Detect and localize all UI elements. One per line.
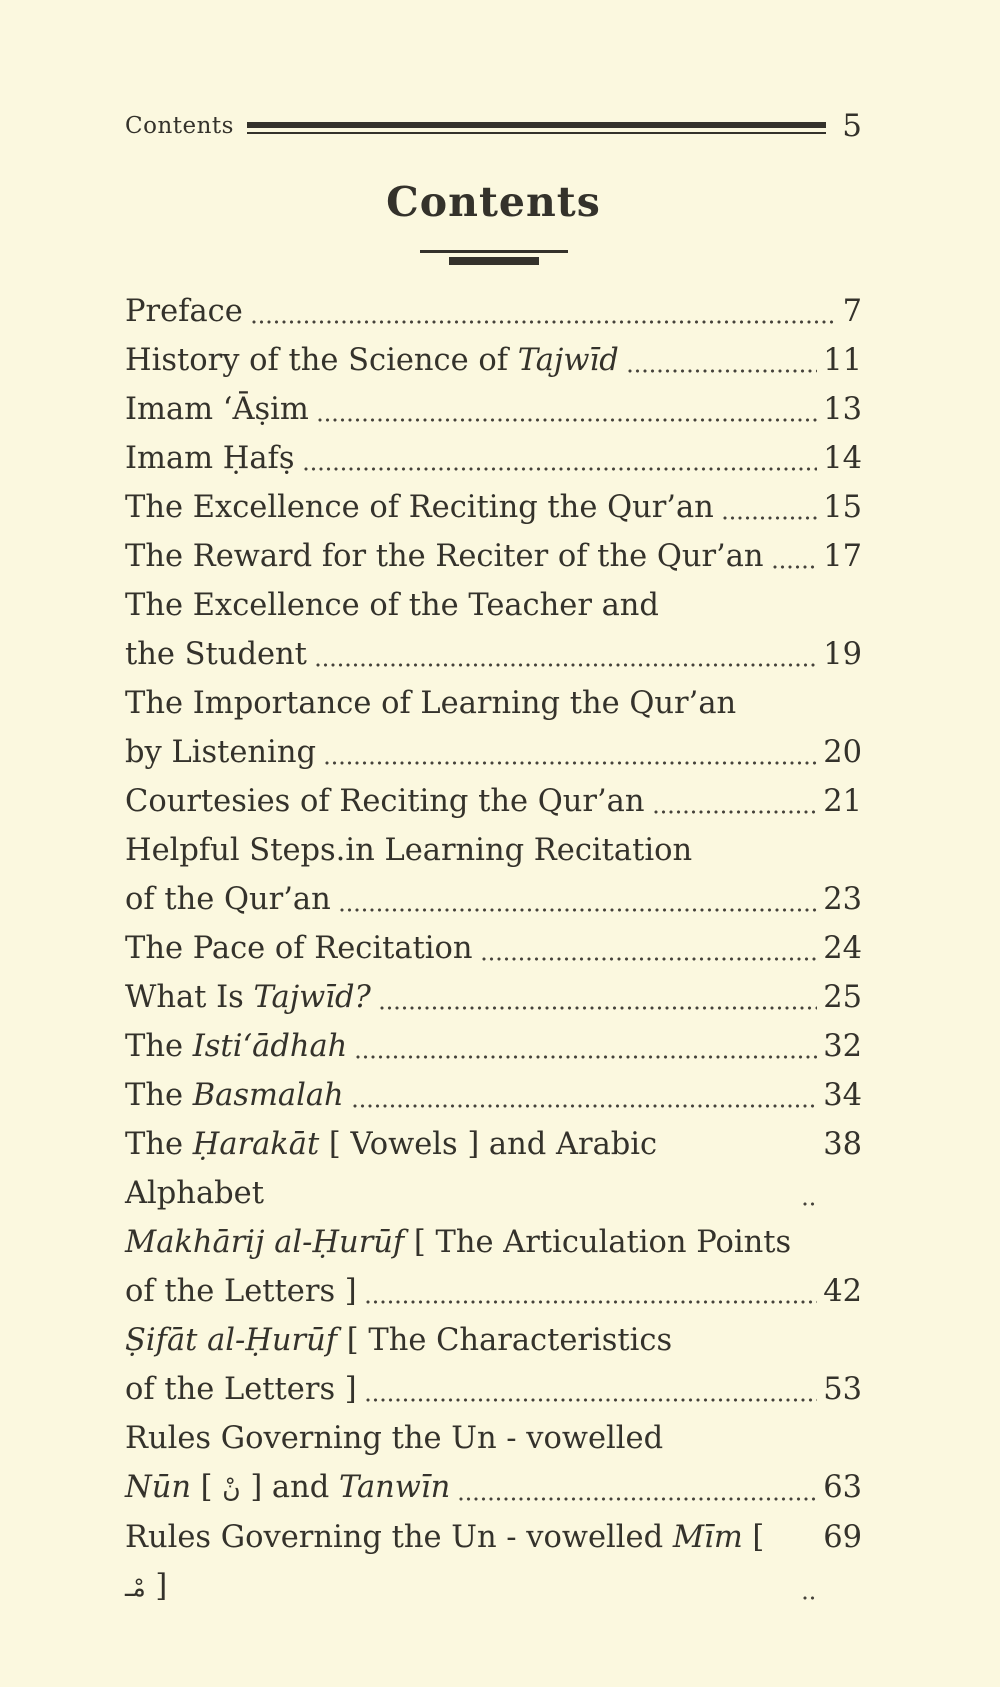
- toc-page-number: 24: [823, 931, 862, 966]
- toc-entry-title: Nūn [ نْ ] and Tanwīn: [125, 1470, 451, 1505]
- toc-entry-line: [125, 385, 862, 434]
- toc-entry: [125, 532, 862, 581]
- toc-entry: [125, 924, 862, 973]
- toc-entry: [125, 581, 862, 679]
- toc-entry-title: History of the Science of Tajwīd: [125, 343, 619, 378]
- toc-page-number: 14: [823, 441, 862, 476]
- dot-leader: [340, 908, 817, 912]
- dot-leader: [316, 663, 817, 667]
- toc-entry-line: [125, 336, 862, 385]
- toc-entry: [125, 385, 862, 434]
- toc-entry-title: The Basmalah: [125, 1078, 344, 1113]
- dot-leader: [366, 1398, 818, 1402]
- arabic-letter: نْ: [222, 1474, 241, 1503]
- toc-entry-title: Preface: [125, 294, 243, 329]
- dot-leader: [366, 1300, 818, 1304]
- toc-page-number: 15: [823, 490, 862, 525]
- dot-leader: [353, 1104, 818, 1108]
- dot-leader: [252, 320, 837, 324]
- header-rule-thick: [247, 122, 826, 128]
- toc-page-number: 20: [823, 735, 862, 770]
- toc-entry-line: [125, 1120, 862, 1218]
- toc-page-number: 32: [823, 1029, 862, 1064]
- toc-entry-line: [125, 1414, 862, 1463]
- toc-entry: [125, 777, 862, 826]
- toc-page-number: 42: [823, 1274, 862, 1309]
- toc-entry-line: [125, 924, 862, 973]
- toc-entry-title: Makhārij al-Ḥurūf [ The Articulation Points: [125, 1225, 792, 1260]
- toc-entry-title: Courtesies of Reciting the Qur’an: [125, 784, 645, 819]
- arabic-letter: مْـ: [125, 1573, 146, 1602]
- toc-page-number: 13: [823, 392, 862, 427]
- dot-leader: [773, 565, 818, 569]
- toc-entry-line: [125, 826, 862, 875]
- toc-entry-title: of the Letters ]: [125, 1372, 357, 1407]
- toc-page-number: 69: [823, 1520, 862, 1555]
- toc-entry-line: [125, 1365, 862, 1414]
- toc-entry-title: The Reward for the Reciter of the Qur’an: [125, 539, 764, 574]
- toc-entry: [125, 434, 862, 483]
- toc-entry-line: [125, 973, 862, 1022]
- toc-entry-title: the Student: [125, 637, 307, 672]
- toc-entry-line: [125, 679, 862, 728]
- toc-entry-line: [125, 630, 862, 679]
- dot-leader: [723, 516, 817, 520]
- toc-entry: [125, 1120, 862, 1218]
- toc-entry-title: The Isti‘ādhah: [125, 1029, 348, 1064]
- toc-entry-line: [125, 434, 862, 483]
- toc-page-number: 25: [823, 980, 862, 1015]
- toc-entry-line: [125, 1316, 862, 1365]
- toc-entry-title: Rules Governing the Un - vowelled: [125, 1421, 664, 1456]
- toc-entry-line: [125, 1463, 862, 1513]
- toc-entry-line: [125, 777, 862, 826]
- dot-leader: [380, 1006, 817, 1010]
- dot-leader: [654, 810, 818, 814]
- toc-entry-title: Imam ‘Āṣim: [125, 392, 309, 427]
- dot-leader: [356, 1055, 817, 1059]
- running-head: [125, 108, 862, 144]
- page-title: Contents: [386, 178, 601, 226]
- toc-entry: [125, 973, 862, 1022]
- toc-entry-title: of the Qur’an: [125, 882, 331, 917]
- dot-leader: [304, 467, 818, 471]
- toc-entry-line: [125, 1071, 862, 1120]
- toc-entry: [125, 826, 862, 924]
- toc-entry-title: What Is Tajwīd?: [125, 980, 371, 1015]
- toc-entry-title: Ṣifāt al-Ḥurūf [ The Characteristics: [125, 1323, 673, 1358]
- toc-entry-title: The Ḥarakāt [ Vowels ] and Arabic Alphabet: [125, 1127, 667, 1211]
- toc-page-number: 23: [823, 882, 862, 917]
- toc-entry-title: The Excellence of Reciting the Qur’an: [125, 490, 714, 525]
- dot-leader: [318, 418, 817, 422]
- toc-entry: [125, 1316, 862, 1414]
- header-page-number: 5: [842, 108, 862, 144]
- toc-entry-line: [125, 287, 862, 336]
- toc-entry-line: [125, 875, 862, 924]
- toc-entry-line: [125, 581, 862, 630]
- running-head-label: Contents: [125, 113, 234, 139]
- title-divider-thick-rule: [449, 257, 539, 265]
- toc-entry-line: [125, 728, 862, 777]
- toc-entry: [125, 336, 862, 385]
- toc-entry-line: [125, 1022, 862, 1071]
- toc-page-number: 63: [823, 1470, 862, 1505]
- toc-page-number: 17: [823, 539, 862, 574]
- dot-leader: [482, 957, 818, 961]
- toc-page-number: 38: [823, 1127, 862, 1162]
- toc-page-number: 21: [823, 784, 862, 819]
- header-rule-thin: [247, 132, 826, 134]
- toc-entry-title: The Excellence of the Teacher and: [125, 588, 659, 623]
- toc-page-number: 7: [842, 294, 862, 329]
- toc-entry: [125, 1071, 862, 1120]
- title-divider-thin-rule: [420, 250, 568, 253]
- toc-entry: [125, 1218, 862, 1316]
- toc-entry-title: The Pace of Recitation: [125, 931, 473, 966]
- dot-leader: [628, 369, 817, 373]
- toc-list: [125, 287, 862, 1612]
- toc-entry: [125, 679, 862, 777]
- dot-leader: [325, 761, 817, 765]
- toc-entry: [125, 483, 862, 532]
- dot-leader: [803, 1596, 817, 1600]
- toc-entry: [125, 287, 862, 336]
- header-rule: [247, 122, 826, 134]
- toc-entry-title: by Listening: [125, 735, 316, 770]
- toc-entry: [125, 1414, 862, 1513]
- toc-entry-title: Helpful Steps.in Learning Recitation: [125, 833, 693, 868]
- dot-leader: [459, 1497, 817, 1501]
- toc-entry-title: Imam Ḥafṣ: [125, 441, 295, 476]
- dot-leader: [803, 1202, 817, 1206]
- toc-entry-line: [125, 1513, 862, 1612]
- toc-entry: [125, 1022, 862, 1071]
- toc-page-number: 11: [823, 343, 862, 378]
- toc-entry-title: of the Letters ]: [125, 1274, 357, 1309]
- toc-entry: [125, 1513, 862, 1612]
- toc-entry-line: [125, 532, 862, 581]
- toc-page-number: 53: [823, 1372, 862, 1407]
- toc-entry-line: [125, 1267, 862, 1316]
- toc-entry-title: Rules Governing the Un - vowelled Mīm [ مْـ ]: [125, 1520, 775, 1604]
- toc-page-number: 34: [823, 1078, 862, 1113]
- toc-entry-line: [125, 483, 862, 532]
- toc-page-number: 19: [823, 637, 862, 672]
- title-divider: [125, 250, 862, 265]
- toc-entry-title: The Importance of Learning the Qur’an: [125, 686, 737, 721]
- toc-entry-line: [125, 1218, 862, 1267]
